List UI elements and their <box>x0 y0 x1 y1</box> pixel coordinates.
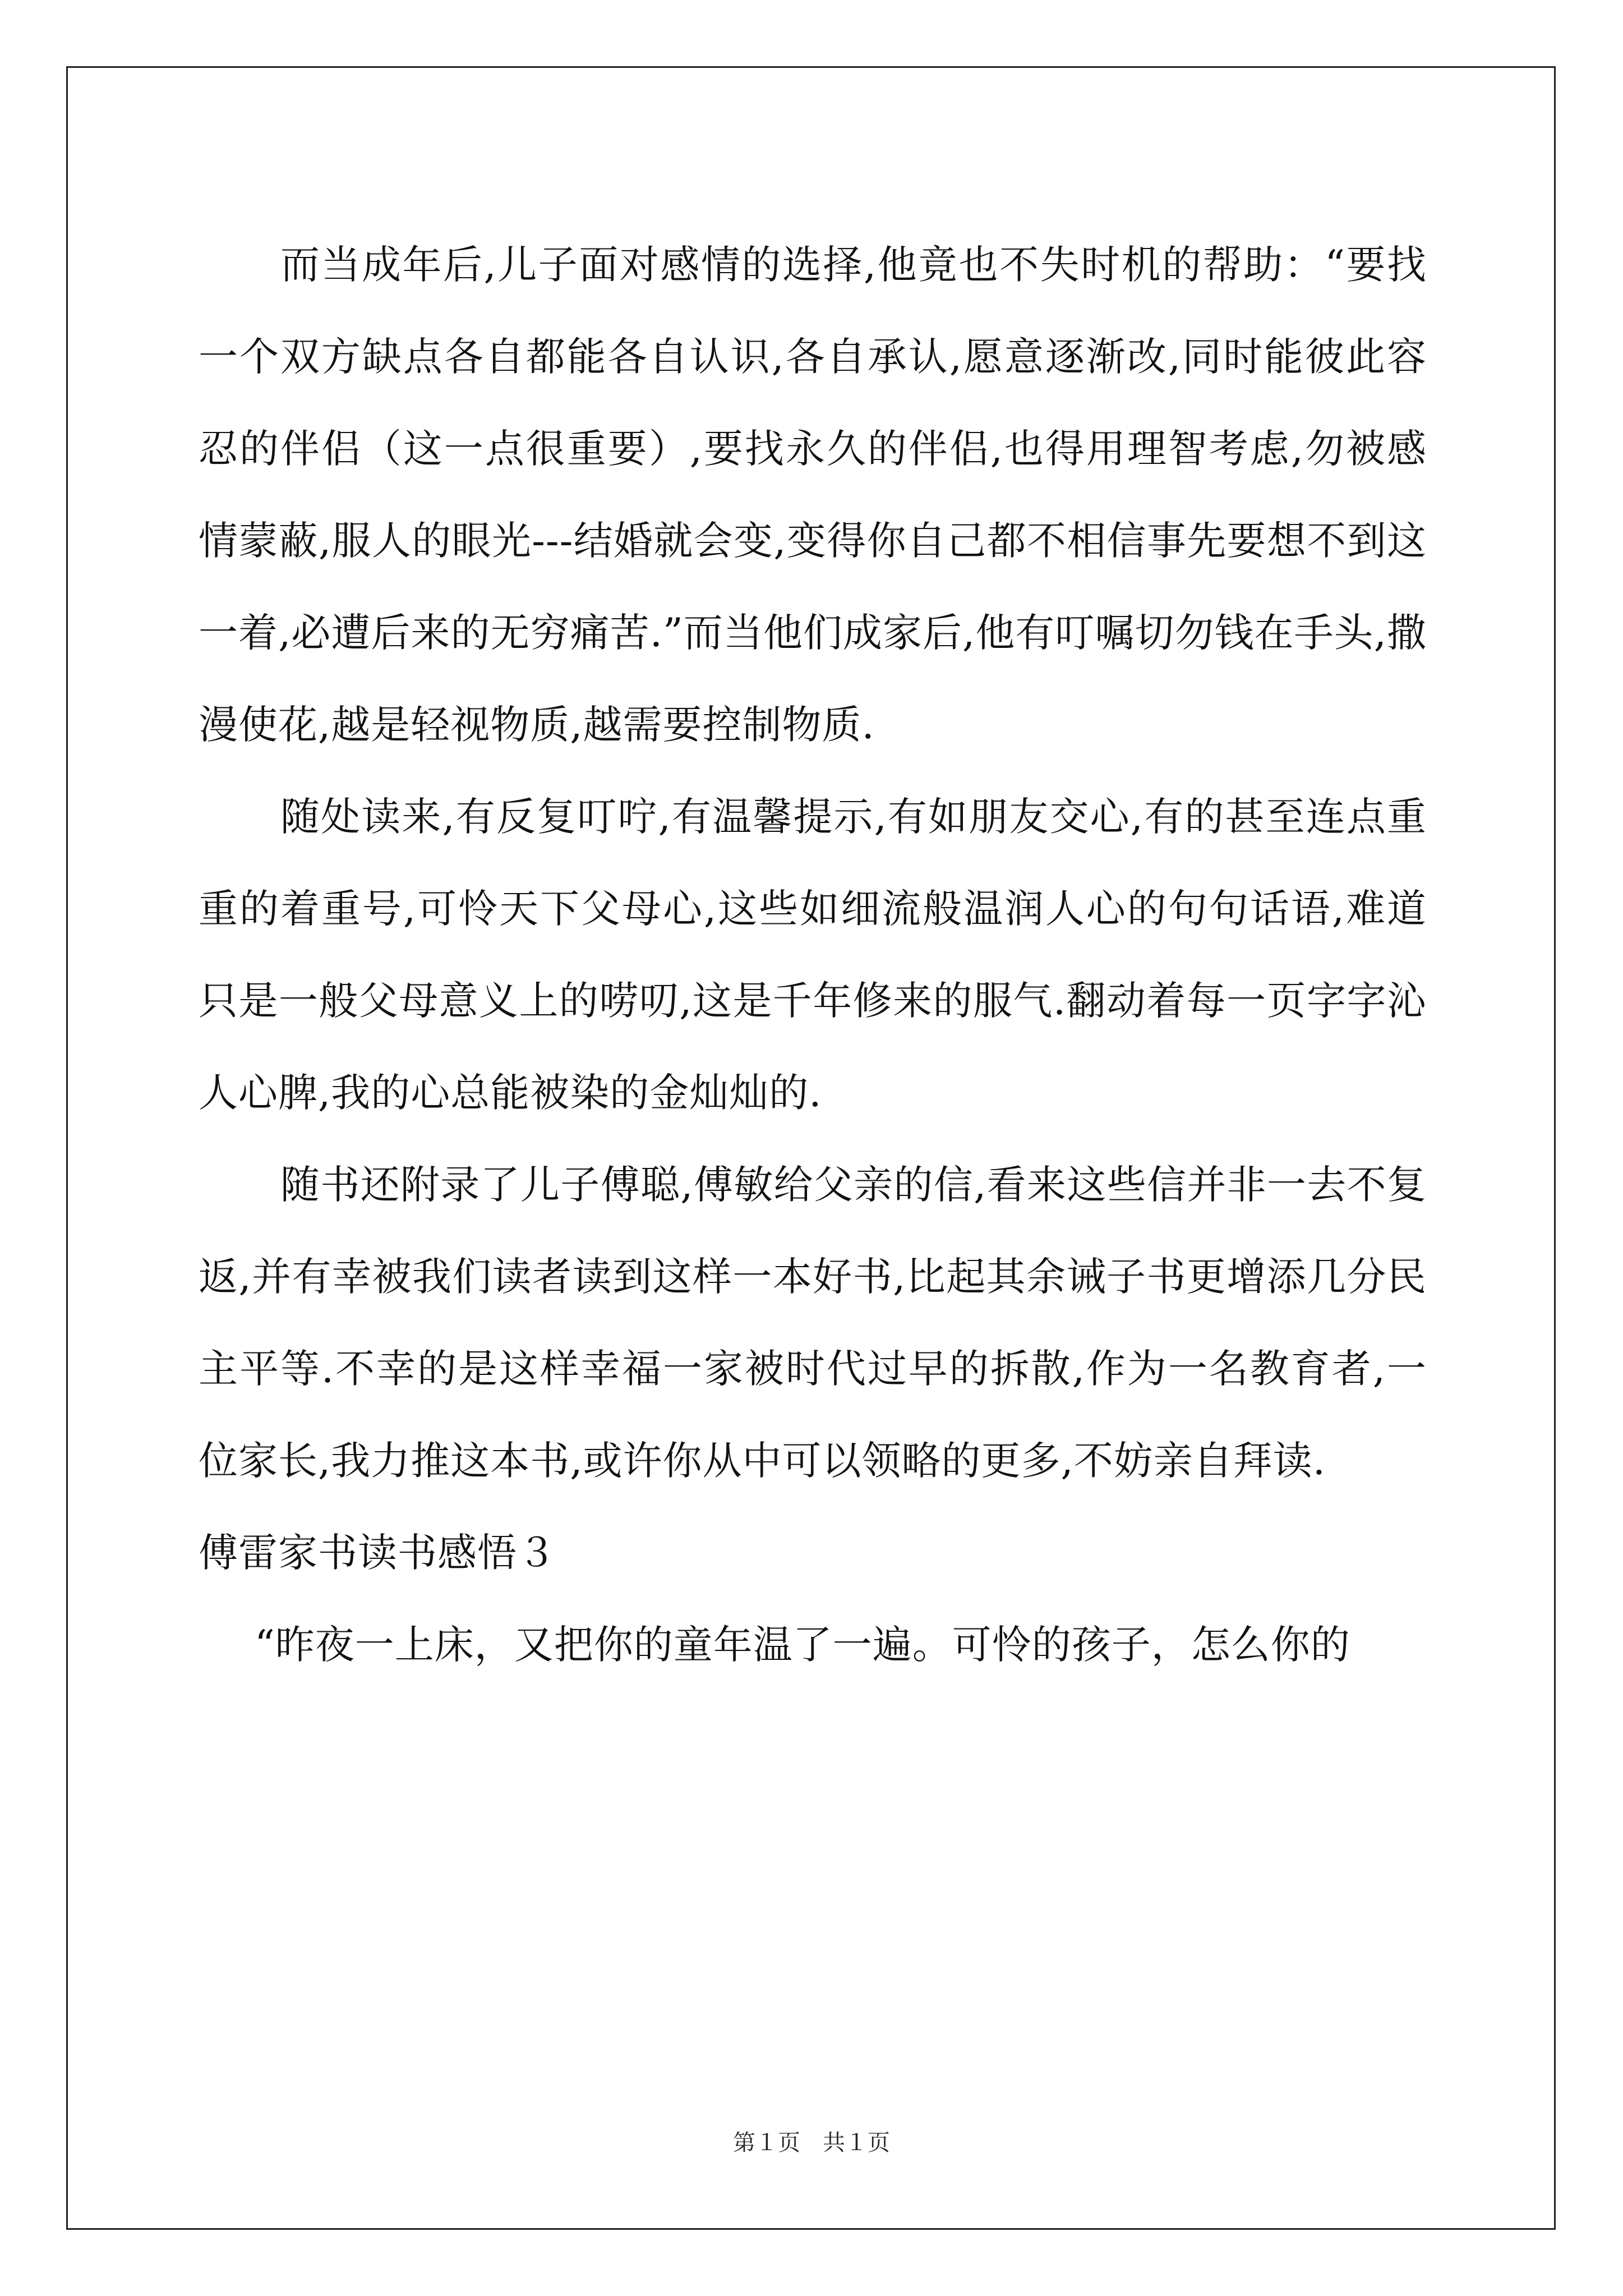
paragraph-2: 随处读来,有反复叮咛,有温馨提示,有如朋友交心,有的甚至连点重重的着重号,可怜天下父母心,这些如细流般温润人心的句句话语,难道只是一般父母意义上的唠叨,这是千年修来的服气.翻动着每一页字字沁人心脾,我的心总能被染的金灿灿的. <box>199 794 1427 1116</box>
paragraph-3: 随书还附录了儿子傅聪,傅敏给父亲的信,看来这些信并非一去不复返,并有幸被我们读者读到这样一本好书,比起其余诫子书更增添几分民主平等.不幸的是这样幸福一家被时代过早的拆散,作为一名教育者,一位家长,我力推这本书,或许你从中可以领略的更多,不妨亲自拜读. <box>199 1162 1427 1484</box>
document-body <box>199 219 1427 1691</box>
section-heading: 傅雷家书读书感悟３ <box>199 1530 557 1576</box>
opening-quote-paragraph: “昨夜一上床，又把你的童年温了一遍。可怜的孩子，怎么你的 <box>255 1622 1350 1668</box>
page-number-footer: 第１页 共１页 <box>733 2130 890 2156</box>
paragraph-1: 而当成年后,儿子面对感情的选择,他竟也不失时机的帮助：“要找一个双方缺点各自都能各自认识,各自承认,愿意逐渐改,同时能彼此容忍的伴侣（这一点很重要）,要找永久的伴侣,也得用理智考虑,勿被感情蒙蔽,服人的眼光---结婚就会变,变得你自己都不相信事先要想不到这一着,必遭后来的无穷痛苦.”而当他们成家后,他有叮嘱切勿钱在手头,撒漫使花,越是轻视物质,越需要控制物质. <box>199 242 1427 748</box>
